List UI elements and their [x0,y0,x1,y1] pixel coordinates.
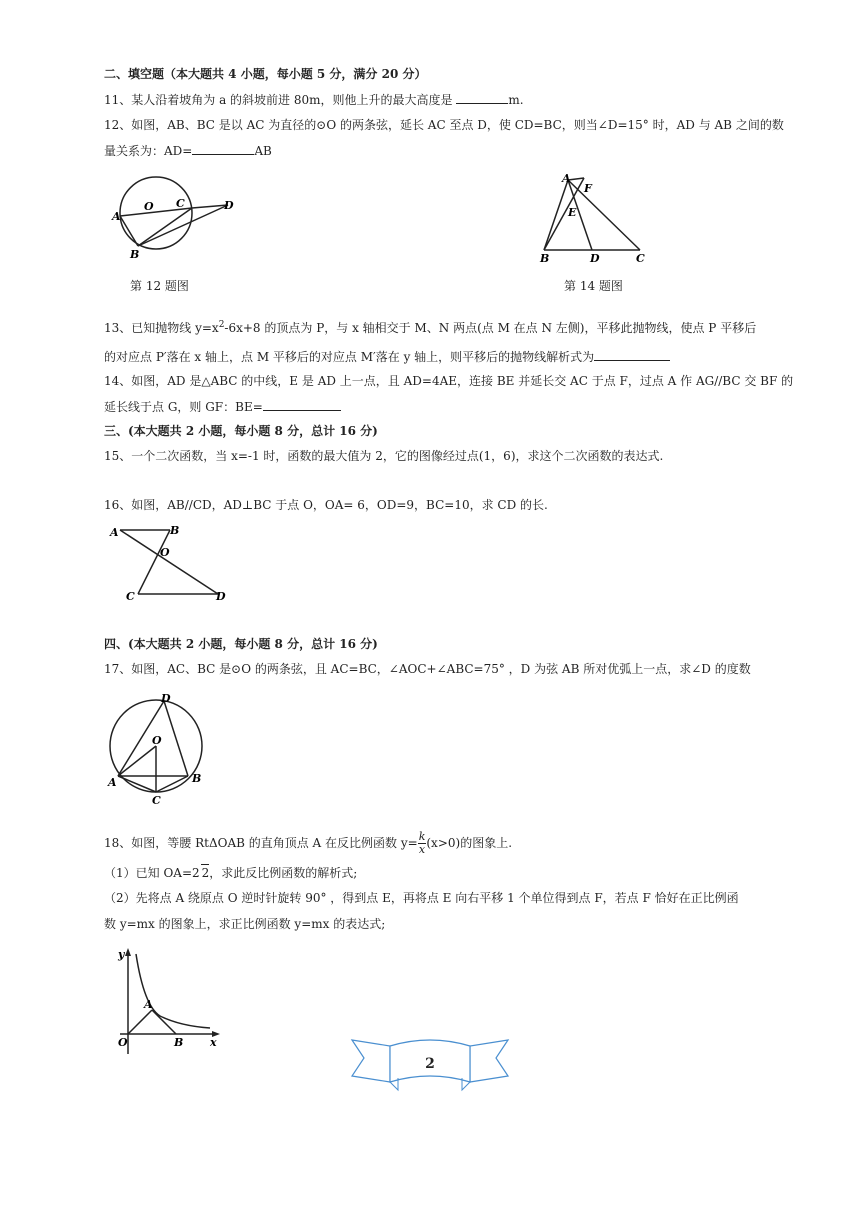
question-18-part-1 [104,864,764,881]
page-number-ribbon [350,1030,510,1094]
fig14-label-b: B [540,252,550,264]
fig14-label-f: F [584,182,592,195]
question-13-line-1 [104,317,764,336]
question-14-line-2-text: 延长线于点 G，则 GF：BE= [104,400,263,414]
question-12-suffix: AB [254,144,272,158]
question-14-blank [263,398,341,411]
fig17-label-d: D [161,692,171,705]
question-18-part-b: (x>0)的图象上. [426,836,513,850]
question-14-line-1: 14、如图，AD 是△ABC 的中线，E 是 AD 上一点，且 AD=4AE，连接 BE 并延长交 AC 于点 F，过点 A 作 AG//BC 交 BF 的 [104,374,794,388]
fig17-label-a: A [108,776,117,789]
fraction-numerator: k [418,830,426,843]
fig14-label-e: E [568,206,577,219]
question-11-blank [456,91,508,104]
question-13-exponent: 2 [218,320,225,330]
question-11-unit: m. [508,93,524,107]
figure-17 [104,690,214,808]
question-13-line-2-text: 的对应点 P′落在 x 轴上，点 M 平移后的对应点 M′落在 y 轴上，则平移后的抛物线解析式为 [104,350,595,364]
section-4-heading: 四、(本大题共 2 小题，每小题 8 分，总计 16 分) [104,637,378,651]
question-12-prefix: 量关系为：AD= [104,144,193,158]
question-17: 17、如图，AC、BC 是⊙O 的两条弦，且 AC=BC，∠AOC+∠ABC=75° ，D 为弦 AB 所对优弧上一点，求∠D 的度数 [104,662,751,676]
figure-14-caption: 第 14 题图 [564,279,623,293]
fig18-label-a: A [144,998,153,1011]
question-13-line-2 [104,348,764,365]
sqrt-radicand: 2 [201,866,210,880]
question-14-line-2 [104,398,764,415]
question-12-blank [192,142,254,155]
question-13-part-a: 13、已知抛物线 y=x [104,321,219,335]
question-16: 16、如图，AB//CD，AD⊥BC 于点 O，OA= 6，OD=9，BC=10，求 CD 的长. [104,498,548,512]
question-12-line-1: 12、如图，AB、BC 是以 AC 为直径的⊙O 的两条弦，延长 AC 至点 D，使 CD=BC，则当∠D=15° 时，AD 与 AB 之间的数 [104,118,784,132]
fig16-label-d: D [216,590,226,603]
fig17-label-c: C [152,794,161,807]
figure-12 [110,176,240,262]
fig14-label-a: A [562,172,571,185]
fig12-label-a: A [112,210,121,223]
question-13-part-b: -6x+8 的顶点为 P，与 x 轴相交于 M、N 两点(点 M 在点 N 左侧)，平移此抛物线，使点 P 平移后 [224,321,757,335]
fig16-label-a: A [110,526,119,539]
fig18-label-b: B [174,1036,184,1049]
fig12-label-d: D [224,199,234,212]
question-12-line-2 [104,142,764,159]
question-13-blank [594,348,670,361]
fig12-label-o: O [144,200,154,213]
fig12-label-b: B [130,248,140,261]
question-15: 15、一个二次函数，当 x=-1 时，函数的最大值为 2，它的图像经过点(1，6)，求这个二次函数的表达式. [104,449,664,463]
fig18-label-o: O [118,1036,128,1049]
figure-16 [108,520,236,606]
question-11 [104,91,764,108]
fig16-label-o: O [160,546,170,559]
fig16-label-c: C [126,590,135,603]
fig18-label-y: y [118,948,125,961]
question-11-text: 11、某人沿着坡角为 a 的斜坡前进 80m，则他上升的最大高度是 [104,93,453,107]
fig18-label-x: x [210,1036,217,1049]
section-2-heading: 二、填空题（本大题共 4 小题，每小题 5 分，满分 20 分） [104,67,427,81]
fig12-label-c: C [176,197,185,210]
question-18-part-1-b: ，求此反比例函数的解析式; [209,866,358,880]
fig14-label-d: D [590,252,600,264]
fig17-label-o: O [152,734,162,747]
fig17-label-b: B [192,772,202,785]
question-18-part-2-line-2: 数 y=mx 的图象上，求正比例函数 y=mx 的表达式; [104,917,386,931]
figure-18 [100,944,224,1060]
figure-14 [534,172,652,264]
question-18-part-2-line-1: （2）先将点 A 绕原点 O 逆时针旋转 90° ，得到点 E，再将点 E 向右平移 1 个单位得到点 F，若点 F 恰好在正比例函 [104,891,739,905]
fig14-label-c: C [636,252,645,264]
question-18-part-a: 18、如图，等腰 RtΔOAB 的直角顶点 A 在反比例函数 y= [104,836,418,850]
page-number: 2 [425,1056,435,1072]
figure-12-caption: 第 12 题图 [130,279,189,293]
fig16-label-b: B [170,524,180,537]
section-3-heading: 三、(本大题共 2 小题，每小题 8 分，总计 16 分) [104,424,378,438]
question-18-part-1-a: （1）已知 OA=2 [104,866,200,880]
fraction-denominator: x [418,843,426,856]
question-18-line-1 [104,830,764,856]
